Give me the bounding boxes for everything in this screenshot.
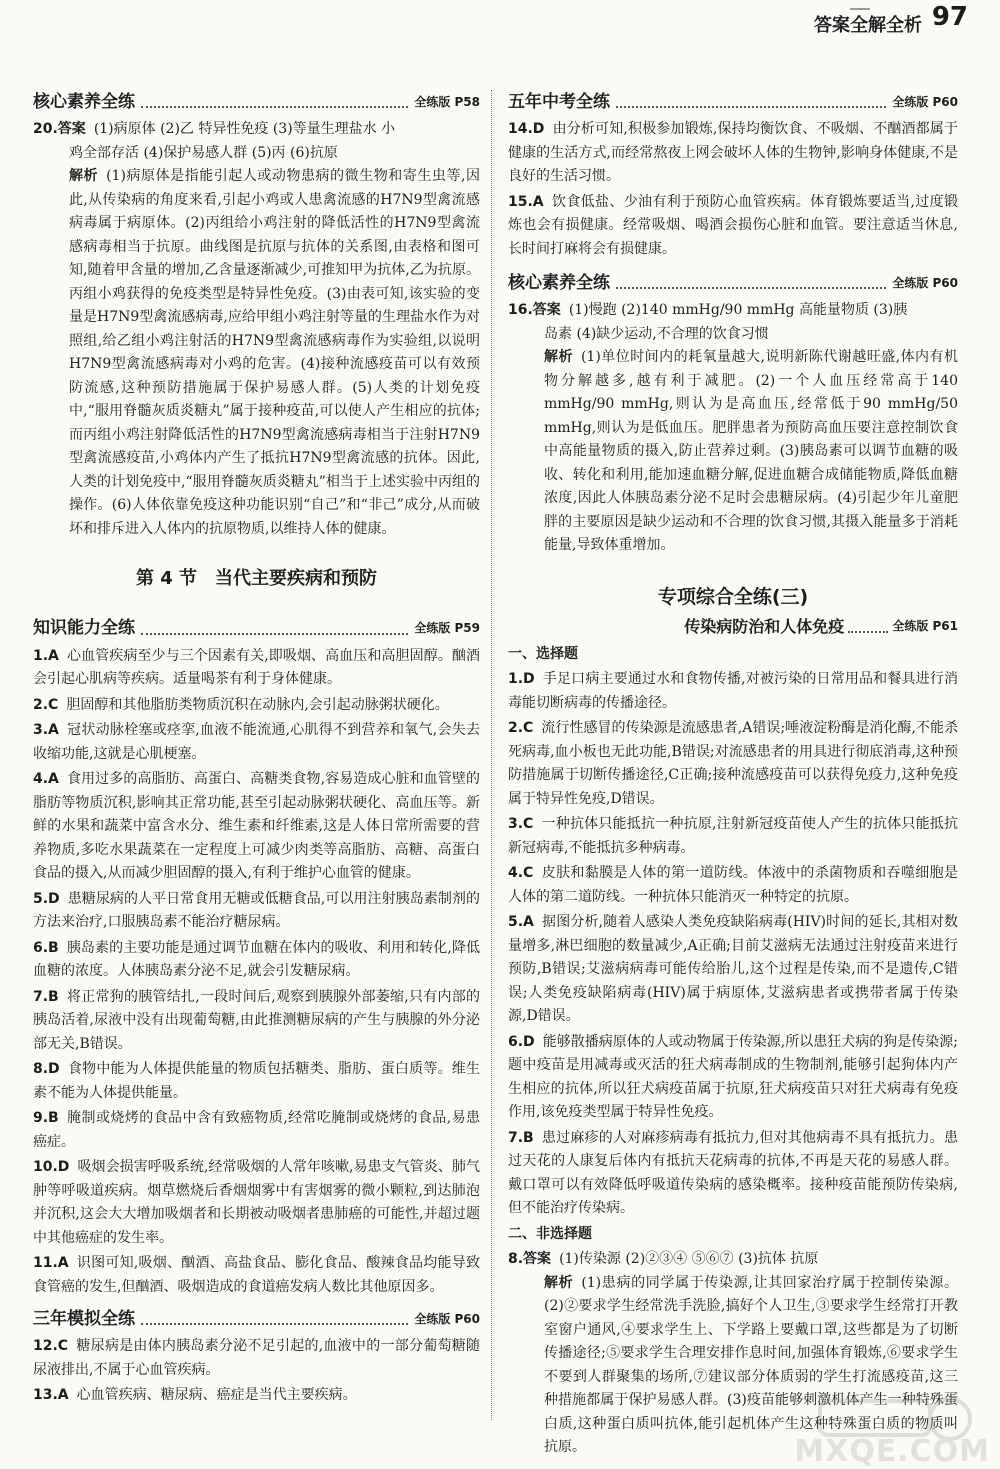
chapter-heading — [117, 563, 397, 595]
question-number: 5.D — [33, 890, 60, 907]
analysis-block — [508, 346, 958, 558]
section-title: 知识能力全练 — [33, 618, 135, 638]
question-number: 6.B — [33, 939, 59, 956]
answer-explanation: 心血管疾病至少与三个因素有关,即吸烟、高血压和高胆固醇。酗酒会引起心肌病等疾病。适量喝茶有利于身体健康。 — [33, 647, 480, 687]
answer-explanation: 识图可知,吸烟、酗酒、高盐食品、膨化食品、酸辣食品均能导致食管癌的发生,但酗酒、吸烟造成的食道癌发病人数比其他原因多。 — [33, 1255, 480, 1295]
right-column — [508, 86, 958, 1462]
question-number: 7.B — [33, 988, 59, 1005]
section-heading — [508, 267, 958, 295]
answer-explanation: 胰岛素的主要功能是通过调节血糖在体内的吸收、利用和转化,降低血糖的浓度。人体胰岛素分泌不足,就会引发糖尿病。 — [33, 939, 480, 979]
answer-explanation: 患过麻疹的人对麻疹病毒有抵抗力,但对其他病毒不具有抵抗力。患过天花的人康复后体内有抵抗天花病毒的抗体,不再是天花的易感人群。戴口罩可以有效降低呼吸道传染病的感染概率。接种疫苗能预防传染病,但不能治疗传染病。 — [508, 1129, 958, 1216]
answer-item — [33, 1335, 480, 1382]
chapter-title: 当代主要疾病和预防 — [215, 568, 378, 589]
section-title: 三年模拟全练 — [33, 1308, 135, 1329]
answer-explanation: 皮肤和黏膜是人体的第一道防线。体液中的杀菌物质和吞噬细胞是人体的第二道防线。一种抗体只能消灭一种特定的抗原。 — [508, 865, 958, 905]
question-number: 4.A — [33, 771, 59, 787]
answer-item — [508, 191, 958, 262]
leader-dots — [141, 1323, 408, 1325]
answer-explanation: 食用过多的高脂肪、高蛋白、高糖类食物,容易造成心脏和血管壁的脂肪等物质沉积,影响其正常功能,甚至引起动脉粥状硬化、高血压等。新鲜的水果和蔬菜中富含水分、维生素和纤维素,这是人体日常所需要的营养物质,多吃水果蔬菜在一定程度上可减少肉类等高脂肪、高糖、高蛋白食品的摄入,从而减少胆固醇的摄入,有利于维护心血管的健康。 — [33, 771, 480, 881]
section-ref: 全练版 P60 — [892, 275, 958, 290]
question-number: 15.A — [508, 193, 544, 210]
answer-item — [508, 717, 958, 811]
special-section-subheading — [508, 615, 958, 639]
answer-item — [33, 1058, 480, 1105]
answer-item — [508, 668, 958, 715]
part-title: 一、选择题 — [508, 645, 578, 662]
page-number: 97 — [931, 2, 968, 32]
answer-explanation: 由分析可知,积极参加锻炼,保持均衡饮食、不吸烟、不酗酒都属于健康的生活方式,而经常熬夜上网会破坏人体的生物钟,影响身体健康,不是良好的生活习惯。 — [508, 121, 958, 184]
question-number: 3.C — [508, 816, 534, 832]
answer-list — [508, 668, 958, 1221]
answer-item — [508, 911, 958, 1029]
section-ref: 全练版 P59 — [414, 621, 480, 635]
analysis-text: (1)病原体是指能引起人或动物患病的微生物和寄生虫等,因此,从传染病的角度来看,引起小鸡或人患禽流感的H7N9型禽流感病毒属于病原体。(2)丙组给小鸡注射的降低活性的H7N9型禽流感病毒相当于抗原。曲线图是抗原与抗体的关系图,由表格和图可知,随着甲含量的增加,乙含量逐渐减少,可推知甲为抗体,乙为抗原。丙组小鸡获得的免疫类型是特异性免疫。(3)由表可知,该实验的变量是H7N9型禽流感病毒,应给甲组小鸡注射等量的生理盐水作为对照组,给乙组小鸡注射活的H7N9型禽流感病毒作为实验组,以说明H7N9型禽流感病毒对小鸡的危害。(4)接种流感疫苗可以有效预防流感,这种预防措施属于保护易感人群。(5)人类的计划免疫中,“服用脊髓灰质炎糖丸”属于接种疫苗,可以使人产生相应的抗体;而丙组小鸡注射降低活性的H7N9型禽流感病毒相当于注射H7N9型禽流感疫苗,小鸡体内产生了抵抗H7N9型禽流感的抗体。因此,人类的计划免疫中,“服用脊髓灰质炎糖丸”相当于上述实验中丙组的操作。(6)人体依靠免疫这种功能识别“自己”和“非己”成分,从而破坏和排斥进入人体内的抗原物质,以维持人体的健康。 — [69, 168, 481, 537]
answer-list — [508, 118, 958, 261]
watermark-logo — [794, 1395, 990, 1469]
leader-dots — [616, 106, 886, 108]
question-number: 1.A — [33, 647, 59, 664]
analysis-label: 解析 — [544, 349, 573, 365]
answer-list — [33, 1335, 480, 1408]
question-number: 11.A — [33, 1255, 69, 1271]
answer-explanation: 吸烟会损害呼吸系统,经常吸烟的人常年咳嗽,易患支气管炎、肺气肿等呼吸道疾病。烟草燃烧后香烟烟雾中有害烟雾的微小颗粒,到达肺泡并沉积,这会大大增加吸烟者和长期被动吸烟者患肺癌的可能性,并超过题中其他癌症的发生率。 — [33, 1159, 480, 1246]
answer-item — [508, 1127, 958, 1221]
answer-explanation: 糖尿病是由体内胰岛素分泌不足引起的,血液中的一部分葡萄糖随尿液排出,不属于心血管疾病。 — [33, 1338, 480, 1378]
answer-text: (1)病原体 (2)乙 特异性免疫 (3)等量生理盐水 小 — [93, 121, 396, 137]
section-title: 核心素养全练 — [508, 272, 610, 293]
question-number: 10.D — [33, 1159, 70, 1175]
section-ref: 全练版 P60 — [892, 94, 958, 109]
answer-item — [33, 768, 480, 886]
analysis-label: 解析 — [544, 1274, 574, 1291]
answer-explanation: 手足口病主要通过水和食物传播,对被污染的日常用品和餐具进行消毒能切断病毒的传播途径。 — [508, 671, 958, 711]
answer-explanation: 胆固醇和其他脂肪类物质沉积在动脉内,会引起动脉粥状硬化。 — [66, 696, 449, 713]
answer-item — [508, 1031, 958, 1125]
answer-item — [33, 1107, 480, 1154]
page-header — [0, 0, 1000, 56]
answer-explanation: 食物中能为人体提供能量的物质包括糖类、脂肪、蛋白质等。维生素不能为人体提供能量。 — [33, 1061, 480, 1101]
leader-dots — [141, 106, 408, 108]
question-number: 8.D — [33, 1061, 60, 1077]
answer-item — [33, 719, 480, 766]
answer-explanation: 饮食低盐、少油有利于预防心血管疾病。体育锻炼要适当,过度锻炼也会有损健康。经常吸烟、喝酒会损伤心脏和血管。要注意适当休息,长时间打麻将会有损健康。 — [508, 193, 958, 257]
question-number: 1.D — [508, 671, 535, 687]
question-number: 13.A — [33, 1387, 69, 1403]
analysis-label: 解析 — [69, 168, 99, 184]
left-column — [33, 86, 480, 1410]
answer-explanation: 冠状动脉栓塞或痉挛,血液不能流通,心肌得不到营养和氧气,会失去收缩功能,这就是心肌梗塞。 — [33, 722, 480, 762]
answer-item — [33, 645, 480, 692]
answer-explanation: 心血管疾病、糖尿病、癌症是当代主要疾病。 — [76, 1387, 357, 1403]
answer-item — [33, 694, 480, 718]
question-number: 8.答案 — [508, 1251, 552, 1267]
question-number: 2.C — [33, 696, 59, 713]
section-heading — [33, 86, 480, 114]
chapter-number: 第 4 节 — [135, 568, 198, 589]
answer-block-q16 — [508, 299, 958, 558]
answer-block-q20 — [33, 118, 480, 541]
answer-item — [508, 118, 958, 189]
answer-explanation: 能够散播病原体的人或动物属于传染源,所以患狂犬病的狗是传染源;题中疫苗是用减毒或灭活的狂犬病毒制成的生物制剂,能够引起狗体内产生相应的抗体,所以狂犬病疫苗属于抗原,狂犬病疫苗只对狂犬病毒有免疫作用,该免疫类型属于特异性免疫。 — [508, 1033, 958, 1120]
answer-explanation: 患糖尿病的人平日常食用无糖或低糖食品,可以用注射胰岛素制剂的方法来治疗,口服胰岛素不能治疗糖尿病。 — [33, 890, 480, 930]
answer-explanation: 腌制或烧烤的食品中含有致癌物质,经常吃腌制或烧烤的食品,易患癌症。 — [33, 1110, 480, 1150]
answer-item — [508, 862, 958, 909]
answer-item — [33, 986, 480, 1057]
question-number: 9.B — [33, 1110, 59, 1126]
answer-item — [33, 1252, 480, 1299]
answer-explanation: 将正常狗的胰管结扎,一段时间后,观察到胰腺外部萎缩,只有内部的胰岛活着,尿液中没有出现葡萄糖,由此推测糖尿病的产生与胰腺的外分泌部无关,B错误。 — [33, 988, 480, 1052]
section-heading — [33, 1303, 480, 1331]
question-number: 5.A — [508, 914, 534, 930]
question-number: 4.C — [508, 865, 534, 881]
answer-item — [33, 937, 480, 984]
question-number: 20.答案 — [33, 121, 86, 137]
leader-dots — [616, 287, 886, 289]
watermark-text: MXQE.COM — [794, 1433, 990, 1469]
leader-dots — [848, 631, 888, 633]
answer-explanation: 流行性感冒的传染源是流感患者,A错误;唾液淀粉酶是消化酶,不能杀死病毒,血小板也无此功能,B错误;对流感患者的用具进行彻底消毒,这种预防措施属于切断传播途径,C正确;接种流感疫苗可以获得免疫力,这种免疫属于特异性免疫,D错误。 — [508, 720, 958, 807]
leader-dots — [141, 633, 408, 635]
part-title: 二、非选择题 — [508, 1225, 592, 1242]
section-heading — [33, 613, 480, 641]
question-number: 16.答案 — [508, 302, 561, 318]
answer-text-cont: 岛素 (4)缺少运动,不合理的饮食习惯 — [544, 325, 769, 342]
section-ref: 全练版 P60 — [414, 1311, 480, 1326]
question-number: 14.D — [508, 121, 545, 137]
section-title: 五年中考全练 — [508, 91, 610, 112]
answer-text-cont: 鸡全部存活 (4)保护易感人群 (5)丙 (6)抗原 — [69, 144, 338, 161]
section-title: 核心素养全练 — [33, 91, 135, 112]
answer-item — [33, 888, 480, 935]
answer-item — [508, 813, 958, 860]
answer-explanation: 一种抗体只能抵抗一种抗原,注射新冠疫苗使人产生的抗体只能抵抗新冠病毒,不能抵抗多种病毒。 — [508, 816, 958, 856]
analysis-text: (1)患病的同学属于传染源,让其回家治疗属于控制传染源。(2)②要求学生经常洗手洗脸,搞好个人卫生,③要求学生经常打开教室窗户通风,④要求学生上、下学路上要戴口罩,这些都是为了切断传播途径;⑤要求学生合理安排作息时间,加强体育锻炼,⑥要求学生不要到人群聚集的场所,⑦建议部分体质弱的学生打流感疫苗,这三种措施都属于保护易感人群。(3)疫苗能够刺激机体产生一种特殊蛋白质,这种蛋白质叫抗体,能引起机体产生这种特殊蛋白质的物质叫抗原。 — [544, 1274, 958, 1455]
special-section-title: 专项综合全练(三) — [657, 585, 809, 608]
section-ref: 全练版 P58 — [414, 94, 480, 109]
answer-text: (1)传染源 (2)②③④ ⑤⑥⑦ (3)抗体 抗原 — [559, 1251, 819, 1267]
answer-list — [33, 645, 480, 1300]
question-number: 6.D — [508, 1033, 535, 1050]
answer-item — [33, 1384, 480, 1408]
header-rule — [850, 8, 870, 10]
question-number: 3.A — [33, 722, 59, 738]
column-divider — [491, 90, 492, 1420]
answer-item — [33, 1156, 480, 1250]
analysis-text: (1)单位时间内的耗氧量越大,说明新陈代谢越旺盛,体内有机物分解越多,越有利于减肥。(2)一个人血压经常高于140 mmHg/90 mmHg,则认为是高血压,经常低于90 mmHg/50 mmHg,则认为是低血压。肥胖患者为预防高血压要注意控制饮食中高能量物质的摄入,防止营养过剩。(3)胰岛素可以调节血糖的吸收、转化和利用,能加速血糖分解,促进血糖合成储能物质,降低血糖浓度,因此人体胰岛素分泌不足时会患糖尿病。(4)引起少年儿童肥胖的主要原因是缺少运动和不合理的饮食习惯,其摄入能量多于消耗能量,导致体重增加。 — [544, 349, 959, 553]
special-subtitle: 传染病防治和人体免疫 — [684, 617, 845, 636]
answer-explanation: 据图分析,随着人感染人类免疫缺陷病毒(HIV)时间的延长,其相对数量增多,淋巴细胞的数量减少,A正确;目前艾滋病无法通过注射疫苗来进行预防,B错误;艾滋病病毒可能传给胎儿,这个过程是传染,而不是遗传,C错误;人类免疫缺陷病毒(HIV)属于病原体,艾滋病患者或携带者属于传染源,D错误。 — [508, 914, 958, 1024]
header-title: 答案全解全析 — [814, 15, 922, 36]
analysis-block — [33, 165, 480, 541]
section-ref: 全练版 P61 — [892, 619, 958, 633]
question-number: 12.C — [33, 1338, 69, 1354]
answer-text: (1)慢跑 (2)140 mmHg/90 mmHg 高能量物质 (3)胰 — [568, 302, 908, 318]
question-number: 7.B — [508, 1129, 534, 1146]
section-heading — [508, 86, 958, 114]
question-number: 2.C — [508, 720, 534, 736]
